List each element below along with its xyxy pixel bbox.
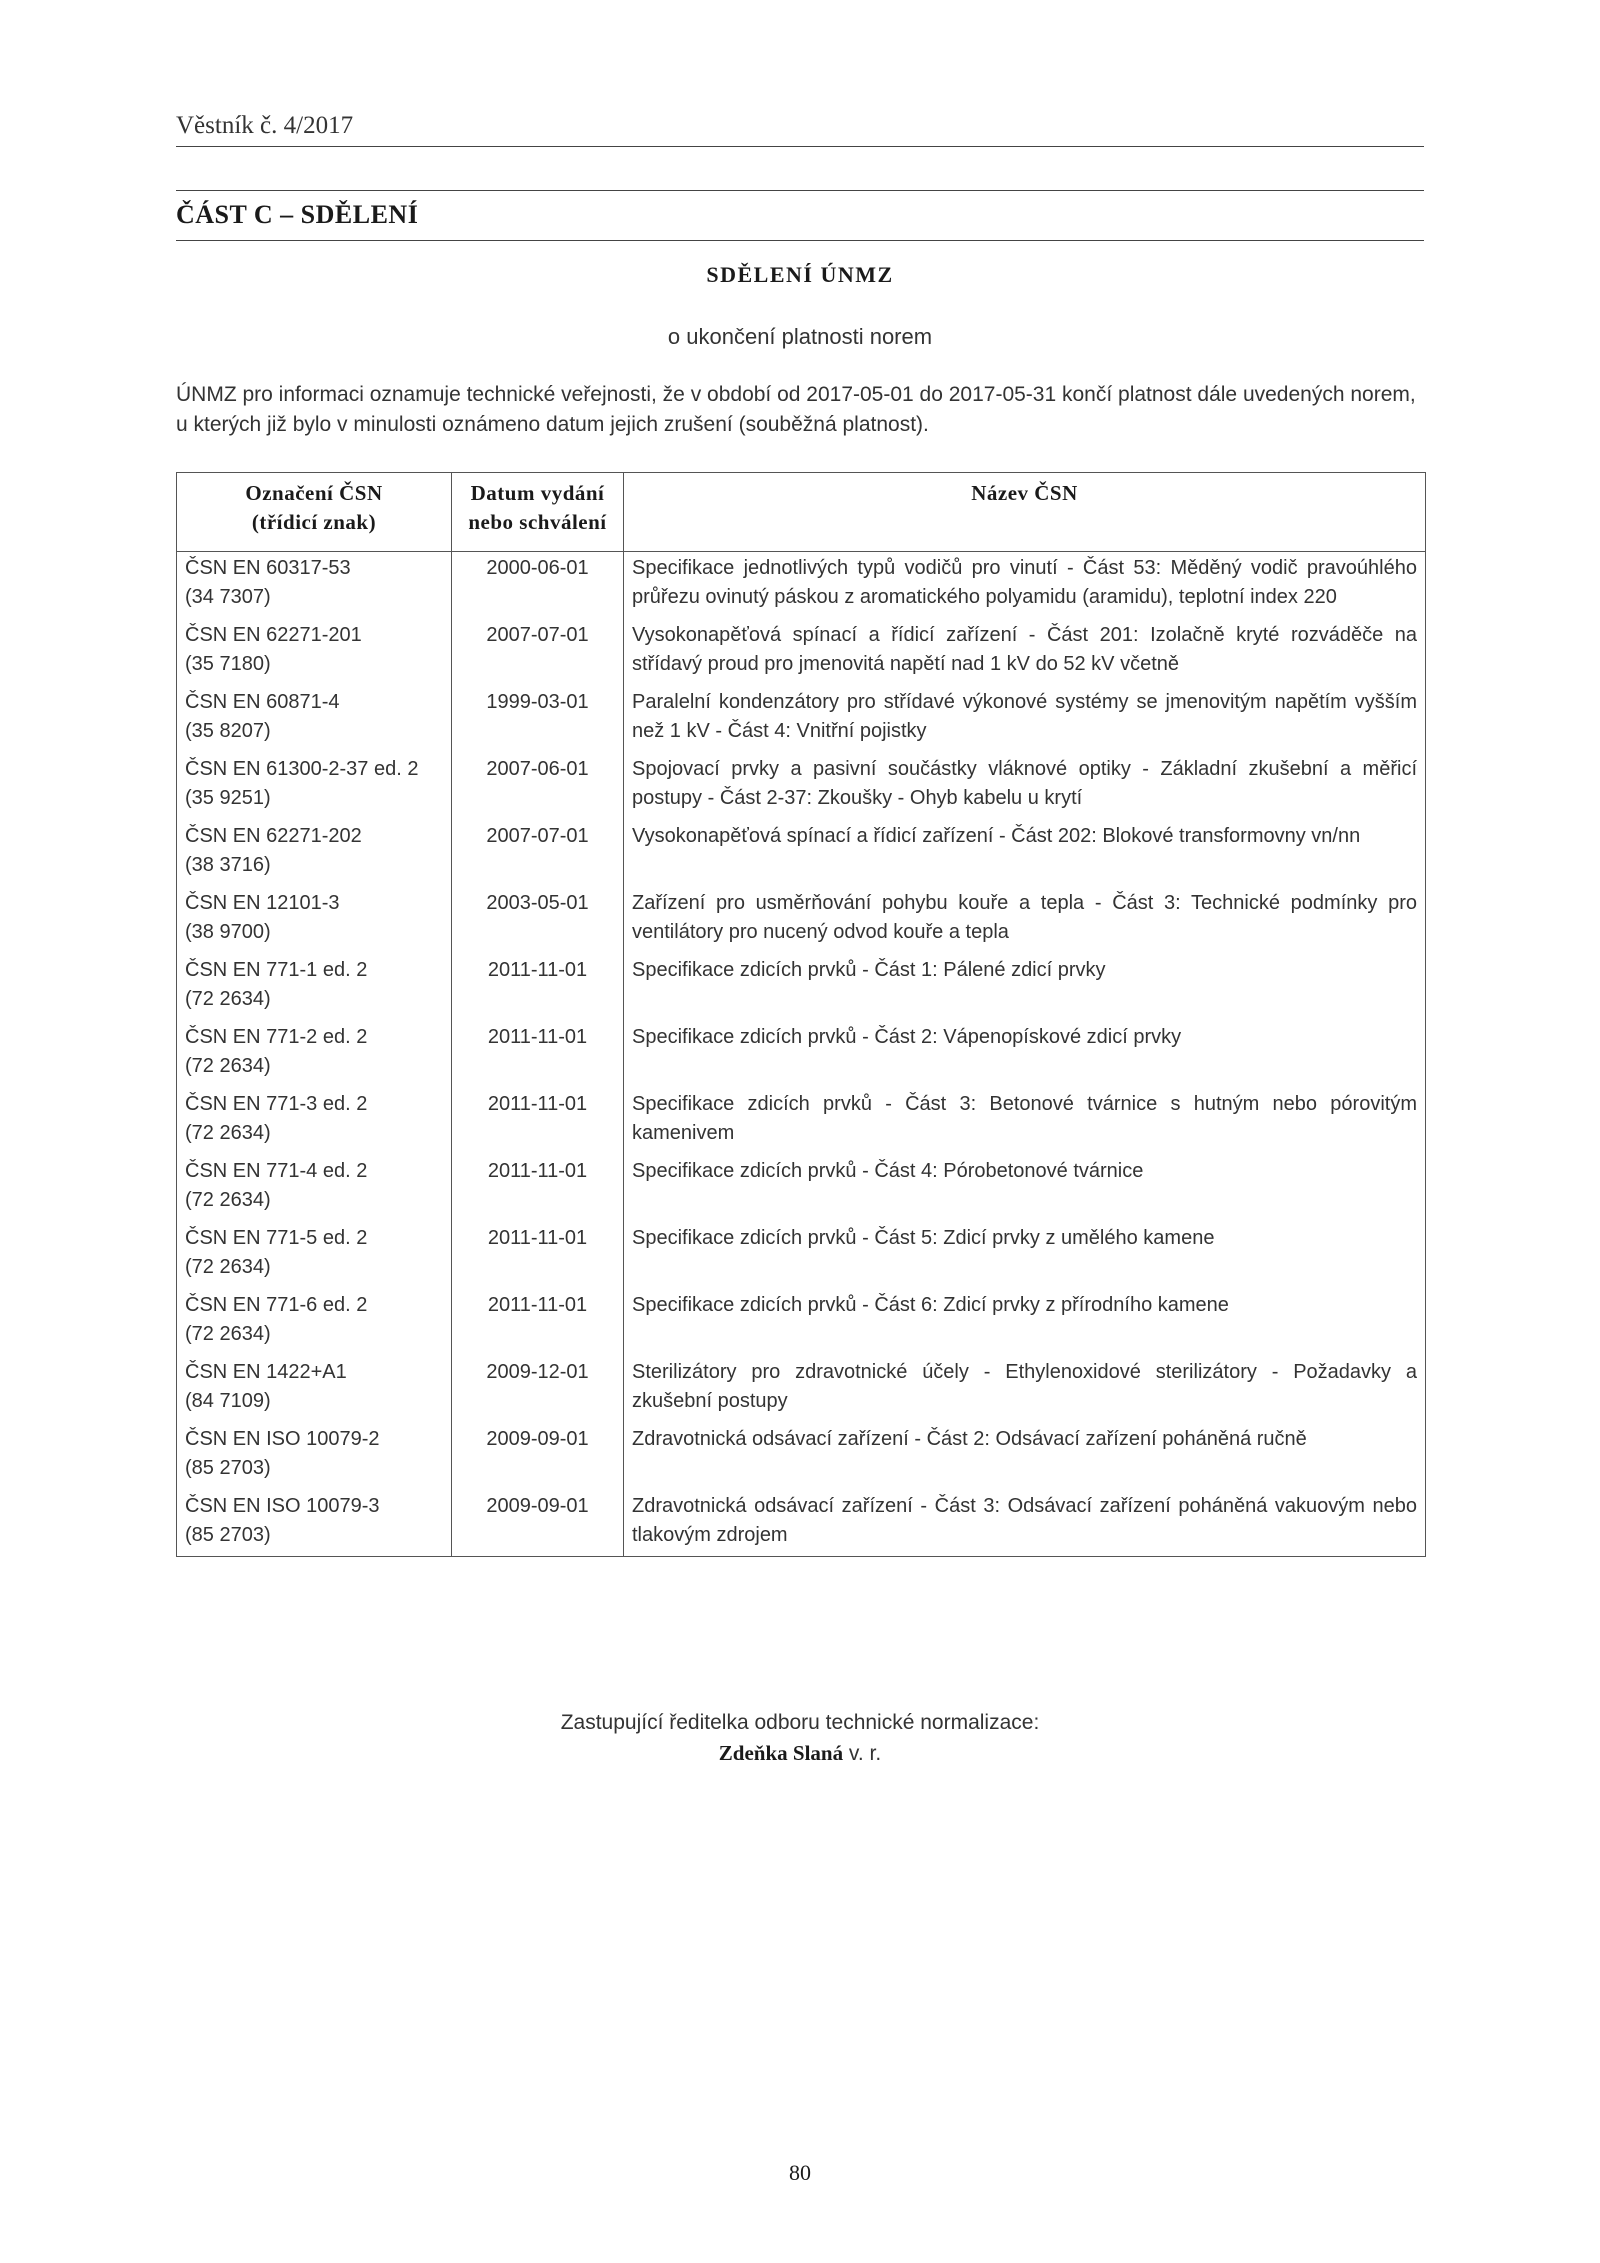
table-row [177, 887, 1426, 954]
header-designation [177, 473, 452, 552]
norm-date: 2011-11-01 [452, 1155, 624, 1222]
norm-class: (38 9700) [185, 920, 271, 943]
norm-code: ČSN EN 771-2 ed. 2 [185, 1025, 368, 1048]
norm-code: ČSN EN 62271-202 [185, 824, 362, 847]
norm-class: (84 7109) [185, 1389, 271, 1412]
norm-designation-cell [177, 1490, 452, 1557]
signature-role: Zastupující ředitelka odboru technické normalizace: [560, 1711, 1040, 1734]
norm-code: ČSN EN 62271-201 [185, 623, 362, 646]
norm-title: Paralelní kondenzátory pro střídavé výkonové systémy se jmenovitým napětím vyšším než 1 kV - Část 4: Vnitřní pojistky [624, 686, 1426, 753]
table-row [177, 686, 1426, 753]
notice-subtitle: o ukončení platnosti norem [667, 324, 933, 349]
signature-suffix: v. r. [843, 1742, 882, 1765]
norm-class: (85 2703) [185, 1456, 271, 1479]
section-title: ČÁST C – SDĚLENÍ [176, 200, 419, 229]
norm-designation-cell [177, 619, 452, 686]
table-row [177, 1490, 1426, 1557]
norm-designation-cell [177, 1021, 452, 1088]
norm-designation-cell [177, 1423, 452, 1490]
norm-code: ČSN EN 1422+A1 [185, 1360, 347, 1383]
norm-date: 2007-07-01 [452, 619, 624, 686]
norm-date: 2009-09-01 [452, 1423, 624, 1490]
table-row [177, 619, 1426, 686]
norm-code: ČSN EN 771-5 ed. 2 [185, 1226, 368, 1249]
norm-title: Specifikace zdicích prvků - Část 4: Pórobetonové tvárnice [624, 1155, 1426, 1222]
norm-class: (72 2634) [185, 1121, 271, 1144]
norm-title: Specifikace zdicích prvků - Část 2: Vápenopískové zdicí prvky [624, 1021, 1426, 1088]
norms-table [176, 472, 1426, 1557]
norm-title: Specifikace jednotlivých typů vodičů pro vinutí - Část 53: Měděný vodič pravoúhlého průřezu ovinutý páskou z aromatického polyamidu (aramidu), teplotní index 220 [624, 552, 1426, 619]
norm-date: 2009-12-01 [452, 1356, 624, 1423]
norm-class: (38 3716) [185, 853, 271, 876]
norm-designation-cell [177, 820, 452, 887]
signature-name-line [0, 1738, 1600, 1769]
running-header: Věstník č. 4/2017 [176, 112, 354, 139]
norm-class: (72 2634) [185, 987, 271, 1010]
table-row [177, 1423, 1426, 1490]
header-rule [176, 146, 1424, 147]
norm-class: (34 7307) [185, 586, 271, 608]
signature-name: Zdeňka Slaná [718, 1741, 844, 1765]
page-number: 80 [789, 2160, 811, 2185]
norm-date: 2011-11-01 [452, 1222, 624, 1289]
signature-block [0, 1708, 1600, 1769]
norm-class: (72 2634) [185, 1054, 271, 1077]
norm-code: ČSN EN 771-4 ed. 2 [185, 1159, 368, 1182]
norm-designation-cell [177, 1356, 452, 1423]
norm-designation-cell [177, 1088, 452, 1155]
norm-title: Specifikace zdicích prvků - Část 1: Pálené zdicí prvky [624, 954, 1426, 1021]
norm-title: Zdravotnická odsávací zařízení - Část 2: Odsávací zařízení poháněná ručně [624, 1423, 1426, 1490]
norm-date: 2003-05-01 [452, 887, 624, 954]
table-row [177, 954, 1426, 1021]
norm-date: 1999-03-01 [452, 686, 624, 753]
norm-class: (35 9251) [185, 786, 271, 809]
norm-designation-cell [177, 552, 452, 619]
norm-class: (35 7180) [185, 652, 271, 675]
norm-code: ČSN EN ISO 10079-2 [185, 1427, 380, 1450]
norm-designation-cell [177, 753, 452, 820]
norm-class: (72 2634) [185, 1255, 271, 1278]
norm-title: Specifikace zdicích prvků - Část 3: Betonové tvárnice s hutným nebo pórovitým kamenivem [624, 1088, 1426, 1155]
norm-date: 2009-09-01 [452, 1490, 624, 1557]
norm-title: Zařízení pro usměrňování pohybu kouře a tepla - Část 3: Technické podmínky pro ventilátory pro nucený odvod kouře a tepla [624, 887, 1426, 954]
norm-title: Vysokonapěťová spínací a řídicí zařízení - Část 201: Izolačně kryté rozváděče na střídavý proud pro jmenovitá napětí nad 1 kV do 52 kV včetně [624, 619, 1426, 686]
norm-date: 2007-06-01 [452, 753, 624, 820]
header-designation-line2: (třídicí znak) [251, 510, 377, 534]
table-row [177, 1356, 1426, 1423]
norm-code: ČSN EN 771-1 ed. 2 [185, 958, 368, 981]
table-row [177, 753, 1426, 820]
norm-code: ČSN EN 771-3 ed. 2 [185, 1092, 368, 1115]
table-row [177, 1155, 1426, 1222]
table-row [177, 1289, 1426, 1356]
norm-title: Specifikace zdicích prvků - Část 6: Zdicí prvky z přírodního kamene [624, 1289, 1426, 1356]
norm-designation-cell [177, 686, 452, 753]
header-date [452, 473, 624, 552]
norm-designation-cell [177, 887, 452, 954]
table-row [177, 820, 1426, 887]
norm-class: (72 2634) [185, 1322, 271, 1345]
table-row [177, 1088, 1426, 1155]
header-date-line1: Datum vydání [470, 481, 605, 505]
norm-designation-cell [177, 954, 452, 1021]
norm-class: (35 8207) [185, 719, 271, 742]
norm-code: ČSN EN ISO 10079-3 [185, 1494, 380, 1517]
norm-code: ČSN EN 61300-2-37 ed. 2 [185, 757, 419, 780]
norm-date: 2000-06-01 [452, 552, 624, 619]
table-body [177, 552, 1426, 1557]
norm-code: ČSN EN 12101-3 [185, 891, 340, 914]
norm-class: (72 2634) [185, 1188, 271, 1211]
norm-date: 2011-11-01 [452, 1021, 624, 1088]
notice-title: SDĚLENÍ ÚNMZ [706, 262, 894, 287]
norm-title: Zdravotnická odsávací zařízení - Část 3: Odsávací zařízení poháněná vakuovým nebo tlakovým zdrojem [624, 1490, 1426, 1557]
norm-title: Specifikace zdicích prvků - Část 5: Zdicí prvky z umělého kamene [624, 1222, 1426, 1289]
norm-code: ČSN EN 60871-4 [185, 690, 340, 713]
norm-class: (85 2703) [185, 1523, 271, 1546]
table-row [177, 1021, 1426, 1088]
norm-code: ČSN EN 60317-53 [185, 557, 351, 579]
notice-intro: ÚNMZ pro informaci oznamuje technické veřejnosti, že v období od 2017-05-01 do 2017-05-31 končí platnost dále uvedených norem, u kterých již bylo v minulosti oznámeno datum jejich zrušení (souběžná platnost). [176, 383, 1416, 436]
table-header-row [177, 473, 1426, 552]
header-date-line2: nebo schválení [468, 510, 607, 534]
norm-title: Vysokonapěťová spínací a řídicí zařízení - Část 202: Blokové transformovny vn/nn [624, 820, 1426, 887]
table-row [177, 1222, 1426, 1289]
section-rule-top [176, 190, 1424, 191]
section-rule-bottom [176, 240, 1424, 241]
norm-designation-cell [177, 1155, 452, 1222]
table-row [177, 552, 1426, 619]
norm-designation-cell [177, 1289, 452, 1356]
norm-code: ČSN EN 771-6 ed. 2 [185, 1293, 368, 1316]
norm-title: Sterilizátory pro zdravotnické účely - Ethylenoxidové sterilizátory - Požadavky a zkušební postupy [624, 1356, 1426, 1423]
norm-date: 2007-07-01 [452, 820, 624, 887]
norm-date: 2011-11-01 [452, 1088, 624, 1155]
header-title: Název ČSN [624, 473, 1426, 552]
norm-designation-cell [177, 1222, 452, 1289]
norm-date: 2011-11-01 [452, 954, 624, 1021]
norm-title: Spojovací prvky a pasivní součástky vláknové optiky - Základní zkušební a měřicí postupy - Část 2-37: Zkoušky - Ohyb kabelu u krytí [624, 753, 1426, 820]
header-designation-line1: Označení ČSN [245, 481, 383, 505]
norm-date: 2011-11-01 [452, 1289, 624, 1356]
